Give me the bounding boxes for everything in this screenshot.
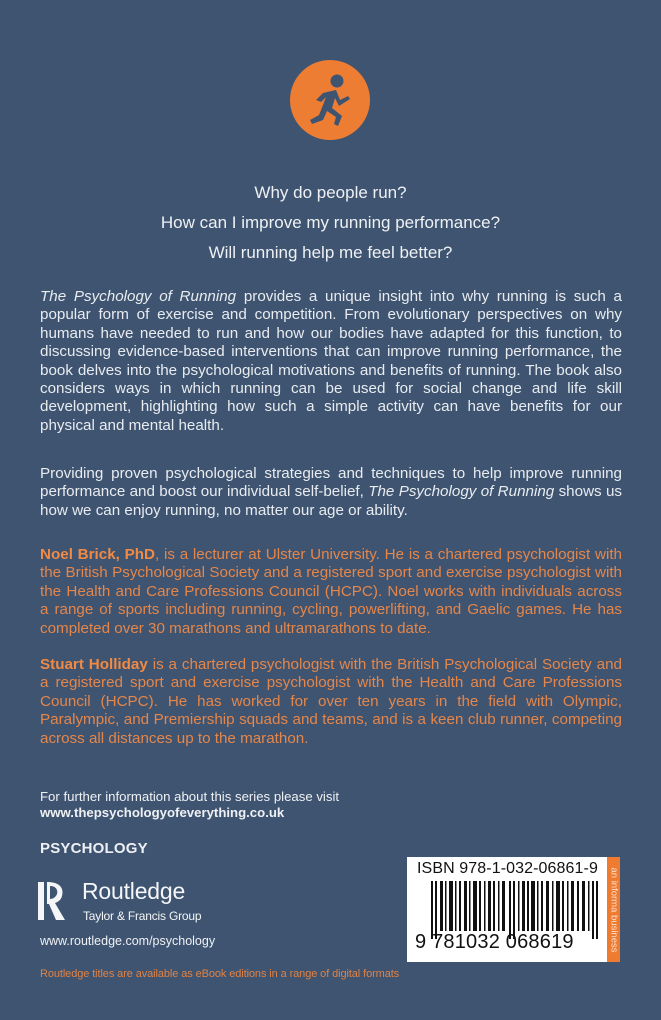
series-url-link[interactable]: www.thepsychologyofeverything.co.uk [40, 805, 285, 820]
blurb-paragraph-2 [40, 465, 622, 520]
blurb-text: provides a unique insight into why running is such a popular form of exercise and competition. From evolutionary perspectives on why humans have needed to run and how our bodies have adapted for this function, to discussing evidence-based interventions that can improve running performance, the book delves into the psychological motivations and benefits of running. The book also considers ways in which running can be used for social change and life skill development, highlighting how such a simple activity can have benefits for our physical and mental health. [40, 288, 622, 434]
blurb-text: shows us how we can enjoy running, no matter our age or ability. [40, 483, 623, 519]
ebook-note: Routledge titles are available as eBook editions in a range of digital formats [40, 968, 400, 980]
running-figure-icon [290, 60, 370, 140]
runner-icon [290, 60, 370, 140]
author-bio-1 [40, 546, 622, 638]
subject-category: PSYCHOLOGY [40, 840, 148, 857]
book-title: The Psychology of Running [40, 288, 237, 305]
barcode-digits: 9 781032 068619 [415, 931, 574, 953]
publisher-logo [38, 880, 298, 930]
book-title: The Psychology of Running [368, 483, 555, 501]
blurb-text: Providing proven psychological strategies and techniques to help improve running performance and boost our individual self-belief, [40, 465, 622, 501]
question-1: Why do people run? [254, 183, 407, 202]
question-2: How can I improve my running performance? [160, 213, 501, 232]
routledge-r-icon [38, 880, 68, 922]
author-bio-text: , is a lecturer at Ulster University. He is a chartered psychologist with the British Psychological Society and a registered sport and exercise psychologist with the Health and Care Professions Council (HCPC). Noel works with individuals across a range of sports including running, cycling, powerlifting, and Gaelic games. He has completed over 30 marathons and ultramarathons to date. [40, 546, 623, 637]
series-info [40, 789, 339, 821]
informa-text: an informa business [608, 866, 619, 953]
informa-strip [607, 857, 620, 962]
author-bio-text: is a chartered psychologist with the British Psychological Society and a registered sport and exercise psychologist with the Health and Care Professions Council (HCPC). He has worked for over ten years in the field with Olympic, Paralympic, and Premiership squads and teams, and is a keen club runner, competing across all distances up to the marathon. [40, 656, 622, 747]
publisher-name: Routledge [82, 878, 186, 904]
question-list [0, 178, 661, 268]
publisher-group: Taylor & Francis Group [83, 909, 202, 923]
publisher-url-link[interactable]: www.routledge.com/psychology [40, 934, 216, 948]
author-name: Noel Brick, PhD [40, 546, 156, 563]
isbn-barcode [407, 857, 620, 962]
author-bio-2 [40, 656, 622, 748]
author-name: Stuart Holliday [40, 656, 148, 673]
isbn-label: ISBN 978-1-032-06861-9 [417, 860, 598, 877]
question-3: Will running help me feel better? [208, 243, 453, 262]
series-text: For further information about this series please visit [40, 789, 340, 804]
blurb-paragraph-1 [40, 288, 622, 435]
